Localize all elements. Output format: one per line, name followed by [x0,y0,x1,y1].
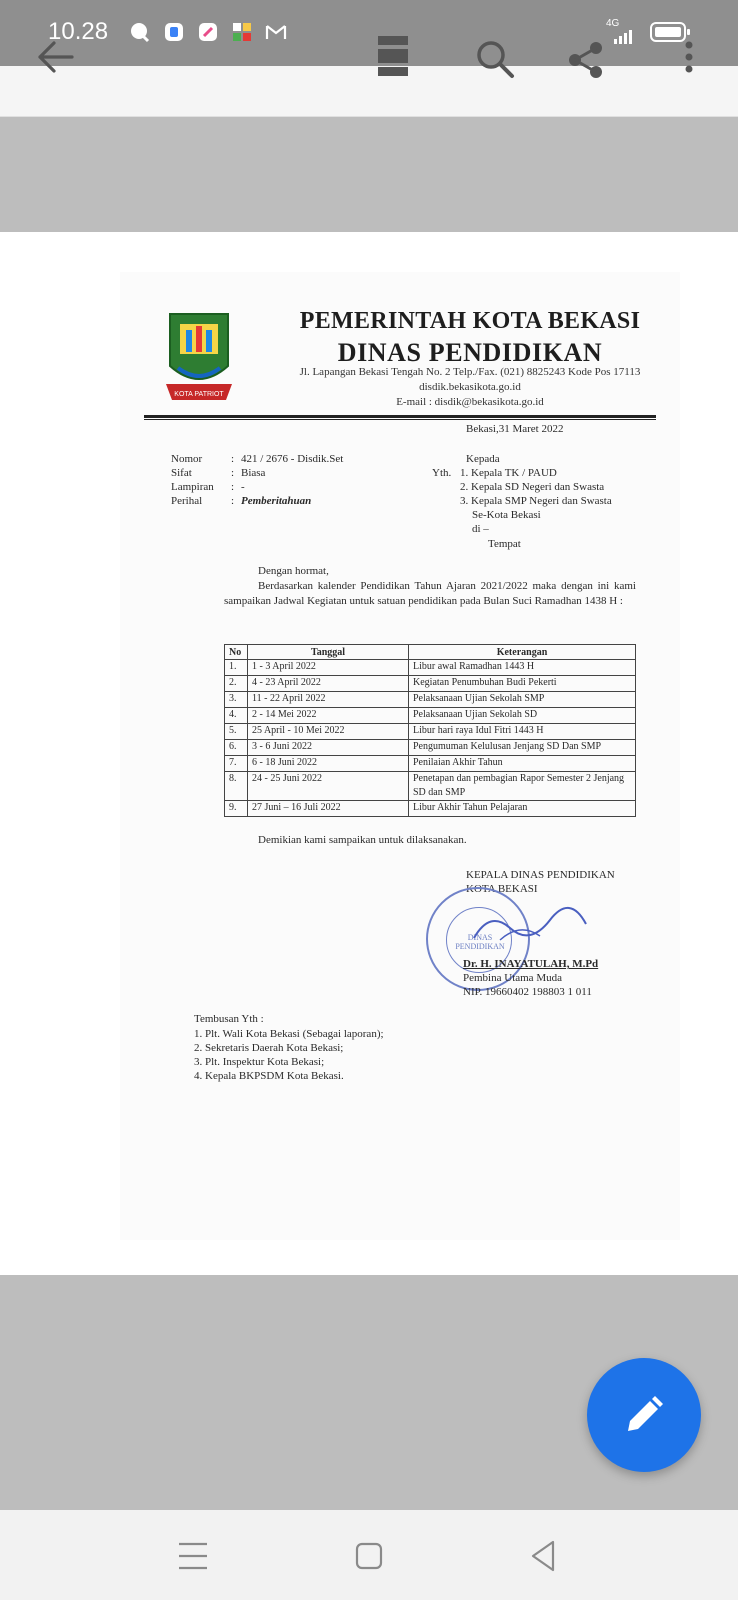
cell-desc: Penilaian Akhir Tahun [409,756,636,772]
network-label: 4G [606,18,620,29]
cell-date: 3 - 6 Juni 2022 [248,740,409,756]
cell-date: 1 - 3 April 2022 [248,660,409,676]
table-row [225,740,636,756]
letterhead-government: PEMERINTAH KOTA BEKASI [299,308,641,334]
cell-date: 27 Juni – 16 Juli 2022 [248,801,409,817]
signal-icon [612,30,634,44]
share-icon[interactable] [566,40,606,80]
meta-value-lampiran: - [241,481,245,493]
recipient-kepada: Kepada [466,453,500,465]
cell-desc: Penetapan dan pembagian Rapor Semester 2 Jenjang SD dan SMP [409,772,636,801]
recipient-line: Tempat [488,538,521,550]
cell-desc: Pengumuman Kelulusan Jenjang SD Dan SMP [409,740,636,756]
meta-label: Sifat [171,467,192,479]
stamp-text: DINAS PENDIDIKAN [455,933,505,951]
table-row [225,676,636,692]
cell-desc: Kegiatan Penumbuhan Budi Pekerti [409,676,636,692]
recipient-line: 3. Kepala SMP Negeri dan Swasta [460,495,612,507]
col-header-keterangan: Keterangan [409,645,636,660]
recipient-line: Se-Kota Bekasi [472,509,541,521]
col-header-no: No [225,645,248,660]
cc-item: 2. Sekretaris Daerah Kota Bekasi; [194,1042,344,1054]
cell-date: 6 - 18 Juni 2022 [248,756,409,772]
meta-colon: : [231,481,235,493]
logo-motto: KOTA PATRIOT [174,391,224,398]
meta-colon: : [231,467,235,479]
table-row [225,756,636,772]
app-bar [0,66,738,117]
schedule-table [224,644,636,817]
cell-no: 4. [225,708,248,724]
meta-value-sifat: Biasa [241,467,266,479]
signature-scribble [470,900,590,950]
recipient-line: 1. Kepala TK / PAUD [460,467,557,479]
gmail-icon [264,20,288,44]
letterhead-department: DINAS PENDIDIKAN [337,338,603,367]
signer-name: Dr. H. INAYATULAH, M.Pd [463,958,599,970]
col-header-tanggal: Tanggal [248,645,409,660]
back-arrow-icon[interactable] [36,40,76,74]
back-triangle-icon[interactable] [525,1536,565,1576]
table-row [225,772,636,801]
cc-item: 1. Plt. Wali Kota Bekasi (Sebagai laporan); [194,1028,384,1040]
cell-desc: Libur Akhir Tahun Pelajaran [409,801,636,817]
app-icon [196,20,220,44]
edit-button[interactable] [587,1358,701,1472]
cell-no: 6. [225,740,248,756]
page-view-icon[interactable] [376,34,410,78]
meta-value-perihal: Pemberitahuan [241,495,312,507]
battery-icon [650,22,686,42]
closing-text: Demikian kami sampaikan untuk dilaksanakan. [258,834,467,846]
cell-date: 11 - 22 April 2022 [248,692,409,708]
meta-colon: : [231,453,235,465]
table-row [225,708,636,724]
cell-date: 24 - 25 Juni 2022 [248,772,409,801]
meta-label: Nomor [171,453,203,465]
edit-pencil-icon [622,1393,666,1437]
cell-desc: Pelaksanaan Ujian Sekolah SMP [409,692,636,708]
cc-heading: Tembusan Yth : [194,1013,264,1025]
status-time: 10.28 [48,18,109,45]
letterhead-email: E-mail : disdik@bekasikota.go.id [396,396,544,408]
letterhead-divider [144,415,656,418]
cell-no: 2. [225,676,248,692]
grid-icon [230,20,254,44]
cc-item: 3. Plt. Inspektur Kota Bekasi; [194,1056,325,1068]
recipient-yth: Yth. [432,467,452,479]
system-nav-bar [0,1510,738,1600]
cc-item: 4. Kepala BKPSDM Kota Bekasi. [194,1070,344,1082]
letterhead-address: Jl. Lapangan Bekasi Tengah No. 2 Telp./Fax. (021) 8825243 Kode Pos 17113 [299,366,641,378]
cell-desc: Libur hari raya Idul Fitri 1443 H [409,724,636,740]
cell-no: 5. [225,724,248,740]
recipient-line: 2. Kepala SD Negeri dan Swasta [460,481,605,493]
status-bar [0,0,738,66]
recipient-line: di – [472,523,489,535]
message-icon [162,20,186,44]
signature-title-city: KOTA BEKASI [466,883,538,895]
cell-no: 9. [225,801,248,817]
letterhead-website: disdik.bekasikota.go.id [419,381,521,393]
table-row [225,724,636,740]
letter-date: Bekasi,31 Maret 2022 [466,423,564,435]
signer-rank: Pembina Utama Muda [463,972,562,984]
greeting: Dengan hormat, [258,565,329,577]
cell-no: 7. [225,756,248,772]
signature-title: KEPALA DINAS PENDIDIKAN [466,869,615,881]
search-icon[interactable] [474,38,516,80]
cell-date: 4 - 23 April 2022 [248,676,409,692]
chat-icon [128,20,152,44]
home-square-icon[interactable] [349,1536,389,1576]
cell-date: 25 April - 10 Mei 2022 [248,724,409,740]
meta-label: Perihal [171,495,203,507]
cell-date: 2 - 14 Mei 2022 [248,708,409,724]
cell-no: 1. [225,660,248,676]
viewer-background [0,117,738,232]
meta-label: Lampiran [171,481,214,493]
signer-nip: NIP. 19660402 198803 1 011 [463,986,592,998]
table-row [225,692,636,708]
table-row [225,801,636,817]
meta-colon: : [231,495,235,507]
cell-no: 3. [225,692,248,708]
table-header-row [225,645,636,660]
cell-desc: Libur awal Ramadhan 1443 H [409,660,636,676]
body-paragraph: Berdasarkan kalender Pendidikan Tahun Ajaran 2021/2022 maka dengan ini kami sampaikan Jadwal Kegiatan untuk satuan pendidikan pada Bulan Suci Ramadhan 1438 H : [224,580,636,607]
kota-bekasi-logo [164,310,234,405]
meta-value-nomor: 421 / 2676 - Disdik.Set [241,453,344,465]
cell-no: 8. [225,772,248,801]
more-vert-icon[interactable] [682,40,696,74]
cell-desc: Pelaksanaan Ujian Sekolah SD [409,708,636,724]
letterhead-divider-thin [144,419,656,420]
table-row [225,660,636,676]
menu-icon[interactable] [173,1536,213,1576]
